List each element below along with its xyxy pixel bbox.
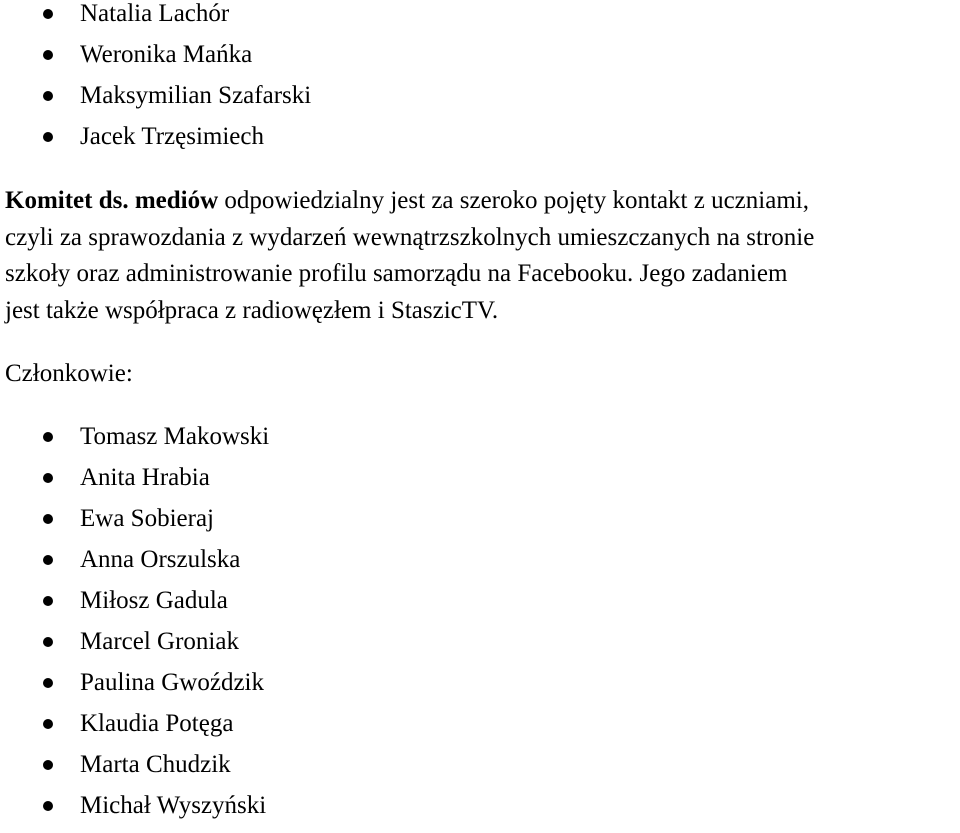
list-item — [0, 41, 311, 82]
member-name: Tomasz Makowski — [80, 423, 270, 450]
bullet-icon — [43, 678, 53, 688]
member-name: Michał Wyszyński — [80, 792, 267, 819]
members-heading: Członkowie: — [5, 360, 133, 387]
bullet-icon — [43, 9, 53, 19]
description-line-3: szkoły oraz administrowanie profilu samorządu na Facebooku. Jego zadaniem — [5, 260, 788, 287]
bullet-icon — [43, 50, 53, 60]
bullet-icon — [43, 719, 53, 729]
member-name: Miłosz Gadula — [80, 587, 228, 614]
description-line-4: jest także współpraca z radiowęzłem i StaszicTV. — [5, 296, 499, 324]
member-name: Weronika Mańka — [80, 41, 253, 68]
list-item — [0, 464, 269, 505]
list-item — [0, 0, 311, 41]
bullet-icon — [43, 432, 53, 442]
previous-committee-member-list — [0, 0, 311, 164]
member-name: Klaudia Potęga — [80, 710, 234, 737]
description-line-1: odpowiedzialny jest za szeroko pojęty kontakt z uczniami, — [218, 187, 809, 214]
member-name: Ewa Sobieraj — [80, 505, 214, 532]
member-name: Paulina Gwoździk — [80, 669, 264, 696]
member-name: Natalia Lachór — [80, 0, 230, 27]
list-item — [0, 587, 269, 628]
bullet-icon — [43, 132, 53, 142]
member-name: Marcel Groniak — [80, 628, 239, 655]
list-item — [0, 123, 311, 164]
bullet-icon — [43, 555, 53, 565]
committee-description — [5, 183, 955, 329]
bullet-icon — [43, 801, 53, 811]
list-item — [0, 423, 269, 464]
list-item — [0, 82, 311, 123]
bullet-icon — [43, 473, 53, 483]
bullet-icon — [43, 514, 53, 524]
bullet-icon — [43, 91, 53, 101]
list-item — [0, 546, 269, 587]
committee-name: Komitet ds. mediów — [5, 187, 219, 214]
list-item — [0, 710, 269, 751]
list-item — [0, 669, 269, 710]
bullet-icon — [43, 760, 53, 770]
member-name: Jacek Trzęsimiech — [80, 123, 264, 150]
list-item — [0, 751, 269, 792]
list-item — [0, 628, 269, 669]
description-line-2: czyli za sprawozdania z wydarzeń wewnątrzszkolnych umieszczanych na stronie — [5, 223, 815, 251]
bullet-icon — [43, 637, 53, 647]
member-name: Maksymilian Szafarski — [80, 82, 312, 109]
member-name: Anna Orszulska — [80, 546, 241, 573]
list-item — [0, 505, 269, 546]
member-name: Marta Chudzik — [80, 751, 231, 778]
media-committee-member-list — [0, 423, 269, 833]
bullet-icon — [43, 596, 53, 606]
member-name: Anita Hrabia — [80, 464, 210, 491]
list-item — [0, 792, 269, 833]
